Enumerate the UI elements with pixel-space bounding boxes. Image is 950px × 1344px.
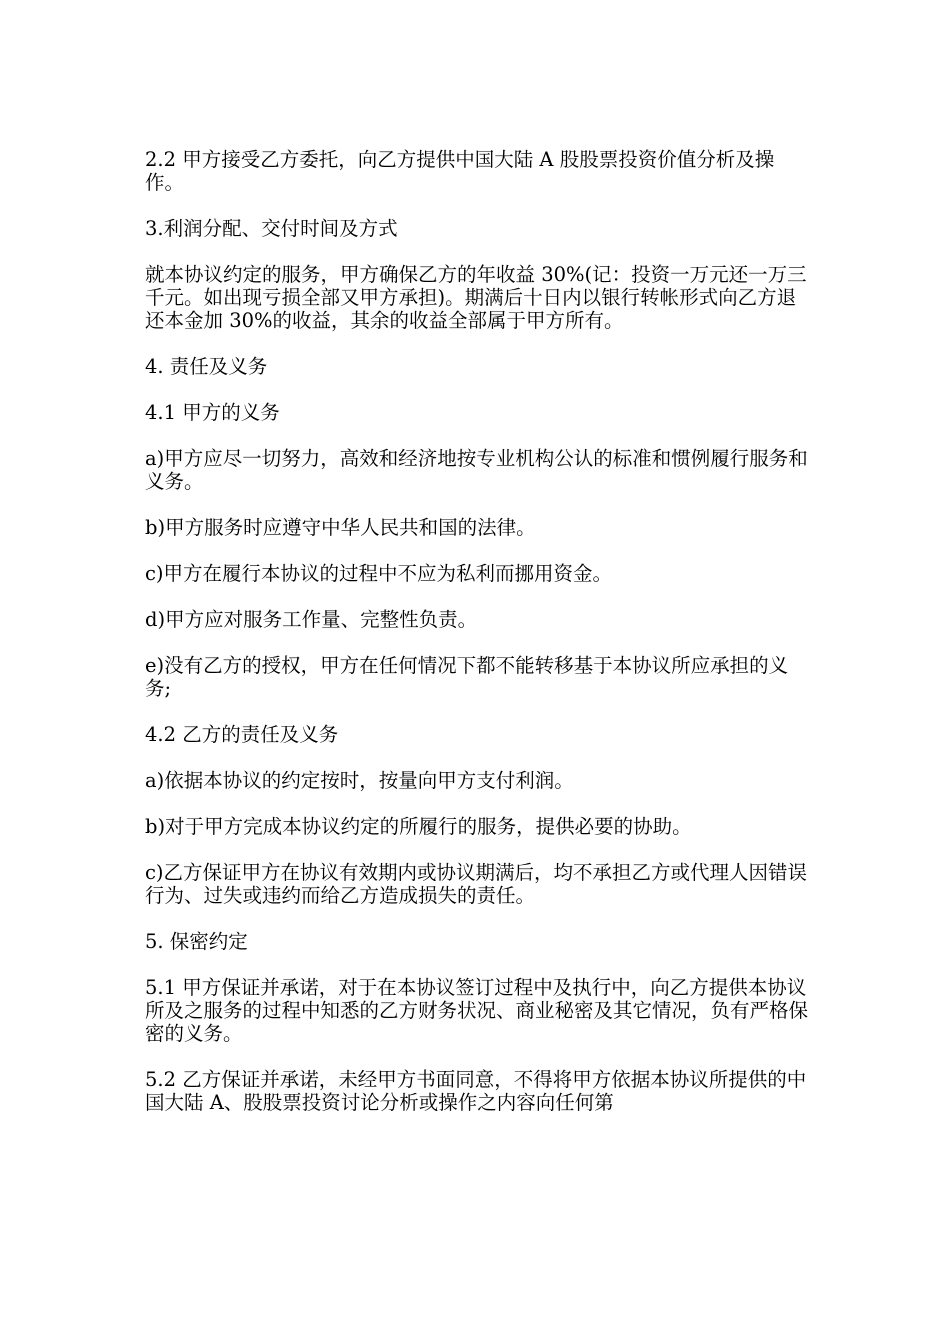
clause-4-1-a: a)甲方应尽一切努力，高效和经济地按专业机构公认的标准和惯例履行服务和义务。 bbox=[145, 447, 808, 493]
clause-4-1-b: b)甲方服务时应遵守中华人民共和国的法律。 bbox=[145, 516, 536, 539]
clause-2-2: 2.2 甲方接受乙方委托，向乙方提供中国大陆 A 股股票投资价值分析及操作。 bbox=[145, 148, 775, 194]
clause-4-2-heading: 4.2 乙方的责任及义务 bbox=[145, 723, 339, 746]
section-4-heading: 4. 责任及义务 bbox=[145, 355, 268, 378]
section-3-heading: 3.利润分配、交付时间及方式 bbox=[145, 217, 398, 240]
clause-5-1: 5.1 甲方保证并承诺，对于在本协议签订过程中及执行中，向乙方提供本协议所及之服务的过程中知悉的乙方财务状况、商业秘密及其它情况，负有严格保密的义务。 bbox=[145, 976, 809, 1045]
clause-4-1-d: d)甲方应对服务工作量、完整性负责。 bbox=[145, 608, 478, 631]
clause-4-2-c: c)乙方保证甲方在协议有效期内或协议期满后，均不承担乙方或代理人因错误行为、过失或违约而给乙方造成损失的责任。 bbox=[145, 861, 808, 907]
clause-4-2-a: a)依据本协议的约定按时，按量向甲方支付利润。 bbox=[145, 769, 574, 792]
clause-4-1-c: c)甲方在履行本协议的过程中不应为私利而挪用资金。 bbox=[145, 562, 613, 585]
profit-distribution-text: 就本协议约定的服务，甲方确保乙方的年收益 30%(记：投资一万元还一万三千元。如出现亏损全部又甲方承担)。期满后十日内以银行转帐形式向乙方退还本金加 30%的收益，其余的收益全部属于甲方所有。 bbox=[145, 263, 807, 332]
section-5-heading: 5. 保密约定 bbox=[145, 930, 248, 953]
clause-5-2: 5.2 乙方保证并承诺，未经甲方书面同意，不得将甲方依据本协议所提供的中国大陆 A、股股票投资讨论分析或操作之内容向任何第 bbox=[145, 1068, 807, 1114]
document-page bbox=[145, 148, 810, 1137]
clause-4-1-e: e)没有乙方的授权，甲方在任何情况下都不能转移基于本协议所应承担的义务; bbox=[145, 654, 789, 700]
clause-4-2-b: b)对于甲方完成本协议约定的所履行的服务，提供必要的协助。 bbox=[145, 815, 692, 838]
clause-4-1-heading: 4.1 甲方的义务 bbox=[145, 401, 280, 424]
